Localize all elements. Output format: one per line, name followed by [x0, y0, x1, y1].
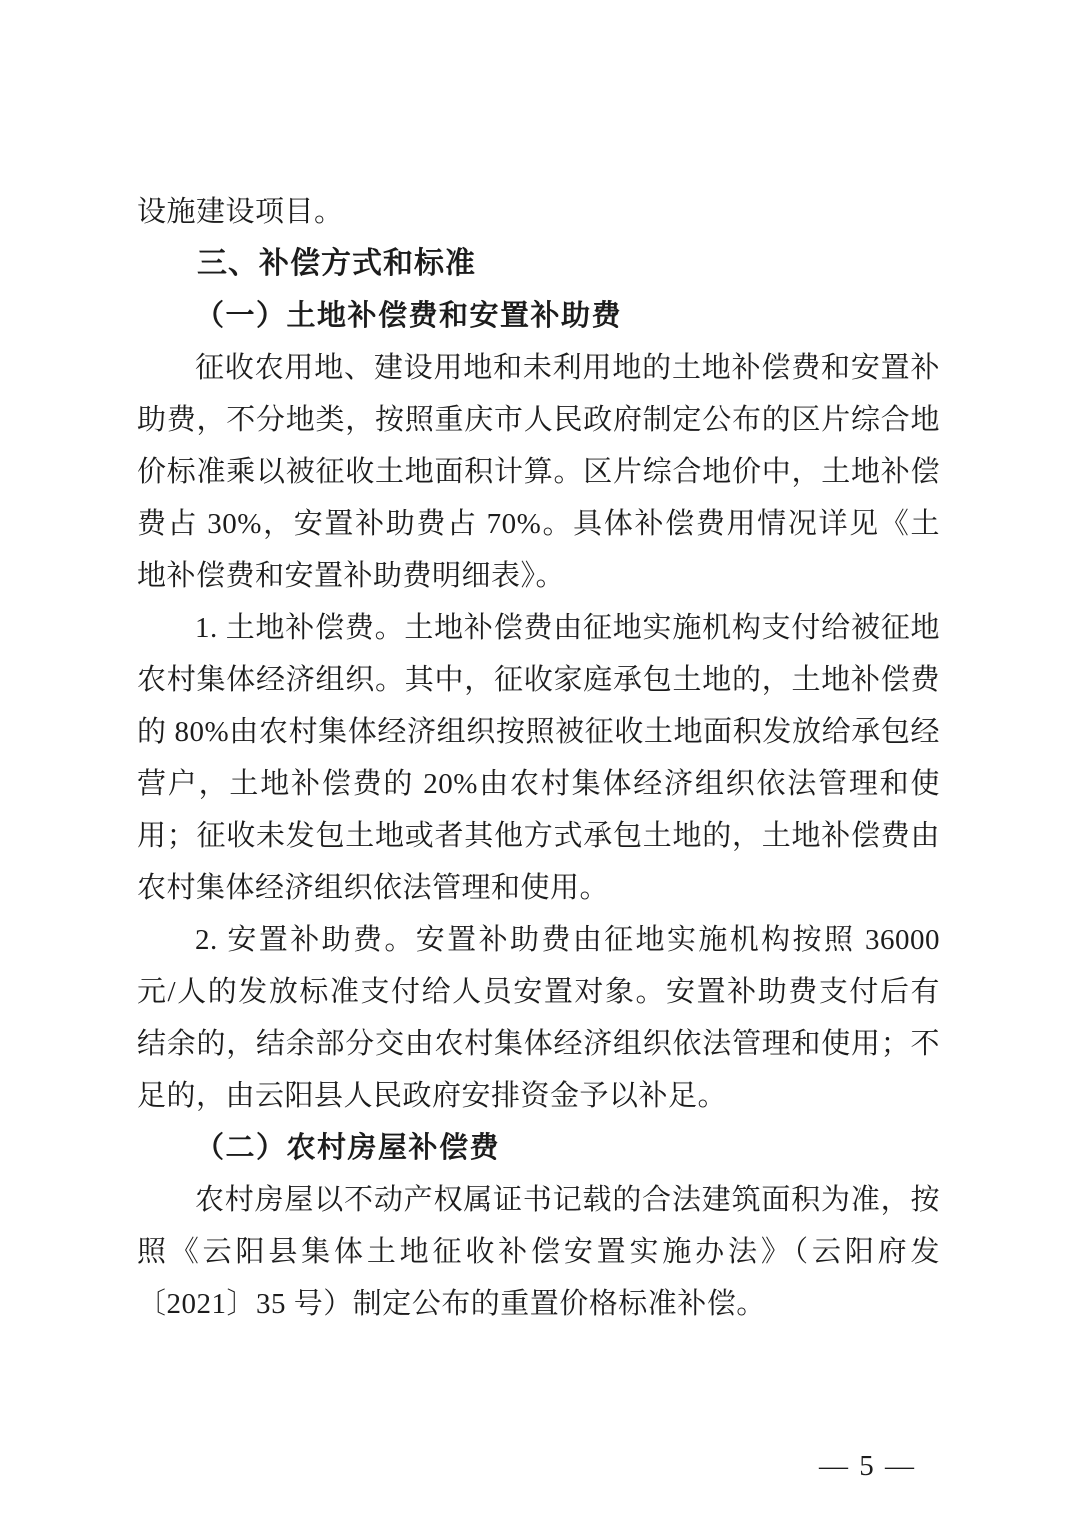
- paragraph-continued: 设施建设项目。: [137, 196, 344, 228]
- paragraph-resettlement-subsidy: 2. 安置补助费。安置补助费由征地实施机构按照 36000 元/人的发放标准支付给人员安置对象。安置补助费支付后有结余的，结余部分交由农村集体经济组织依法管理和使用；不足的，由云阳县人民政府安排资金予以补足。: [137, 924, 940, 1112]
- paragraph-rural-housing-compensation: 农村房屋以不动产权属证书记载的合法建筑面积为准，按照《云阳县集体土地征收补偿安置实施办法》（云阳府发〔2021〕35 号）制定公布的重置价格标准补偿。: [137, 1184, 940, 1320]
- subsection-heading-rural-housing: （二）农村房屋补偿费: [195, 1132, 501, 1164]
- page-number: — 5 —: [819, 1450, 916, 1482]
- text-column: [137, 186, 940, 1330]
- section-heading-compensation-methods: 三、补偿方式和标准: [197, 247, 476, 280]
- subsection-heading-land-compensation: （一）土地补偿费和安置补助费: [195, 300, 623, 332]
- paragraph-land-compensation-fee: 1. 土地补偿费。土地补偿费由征地实施机构支付给被征地农村集体经济组织。其中，征收家庭承包土地的，土地补偿费的 80%由农村集体经济组织按照被征收土地面积发放给承包经营户，土地补偿费的 20%由农村集体经济组织依法管理和使用；征收未发包土地或者其他方式承包土地的，土地补偿费由农村集体经济组织依法管理和使用。: [137, 612, 940, 904]
- paragraph-land-compensation-overview: 征收农用地、建设用地和未利用地的土地补偿费和安置补助费，不分地类，按照重庆市人民政府制定公布的区片综合地价标准乘以被征收土地面积计算。区片综合地价中，土地补偿费占 30%，安置补助费占 70%。具体补偿费用情况详见《土地补偿费和安置补助费明细表》。: [137, 352, 940, 592]
